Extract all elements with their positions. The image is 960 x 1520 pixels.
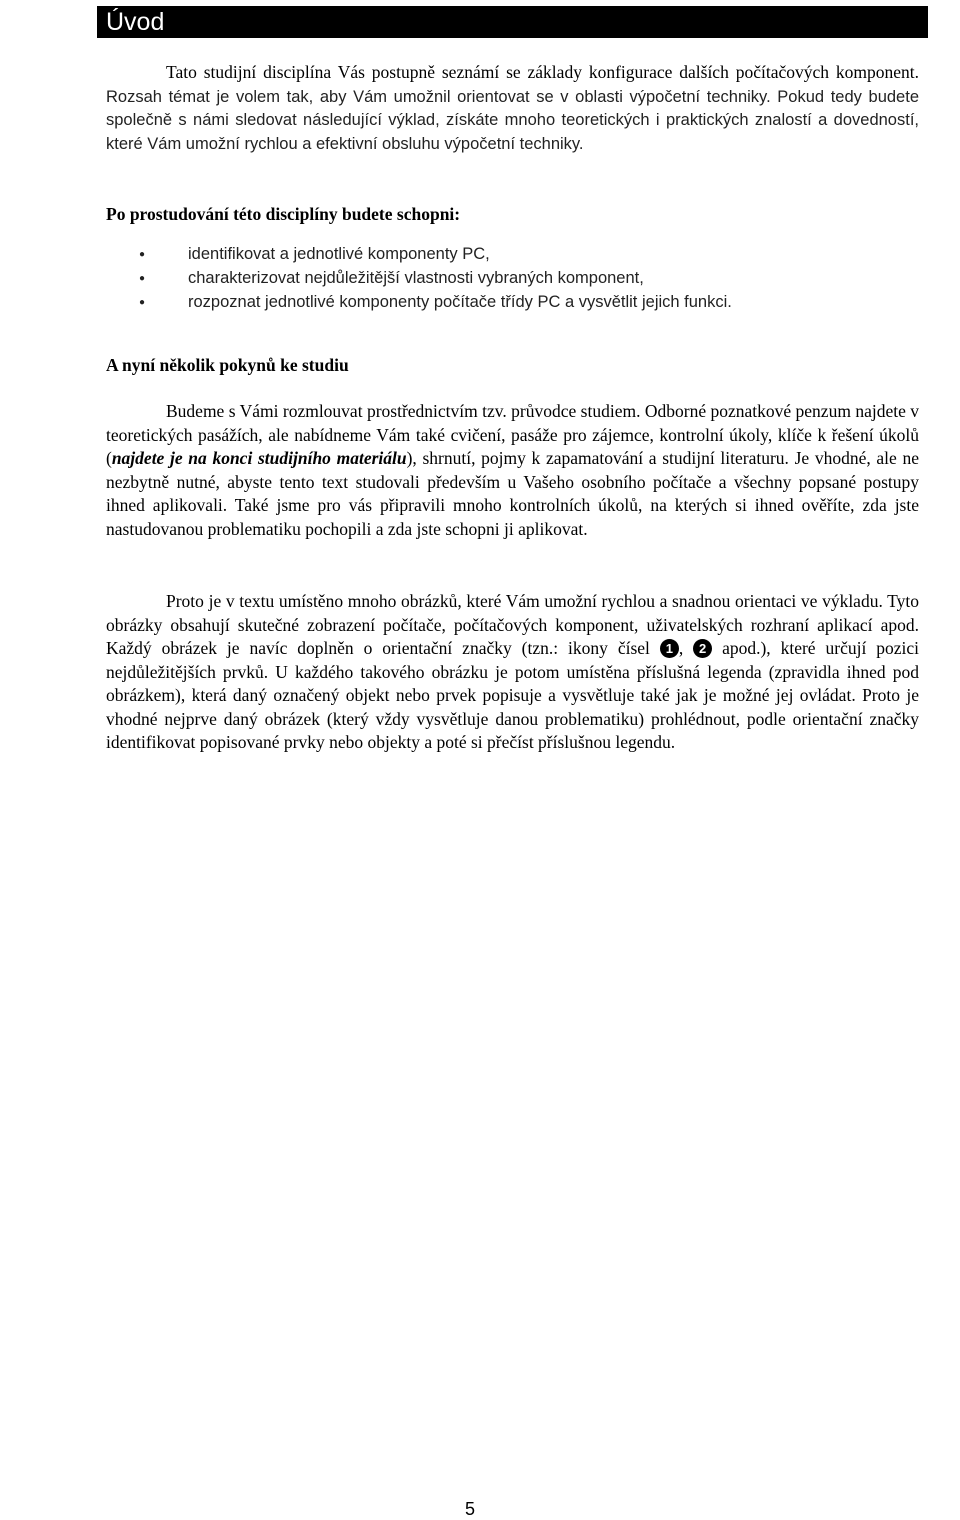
goal-item — [106, 266, 919, 290]
intro-lead: Tato studijní disciplína Vás postupně seznámí se základy konfigurace dalších počítačových komponent. — [166, 62, 919, 82]
number-two-icon: 2 — [693, 639, 712, 658]
goal-text: identifikovat a jednotlivé komponenty PC, — [188, 245, 490, 263]
page-title-bar — [97, 6, 928, 38]
pictures-text-1: Proto je v textu umístěno mnoho obrázků, které Vám umožní rychlou a snadnou orientaci ve výkladu. Tyto obrázky obsahují skutečné zobrazení počítače, počítačových komponent, uživatelských rozhraní aplikací apod. Každý obrázek je navíc doplněn o orientační značky (tzn.: ikony čísel — [106, 591, 919, 658]
intro-paragraph — [106, 61, 919, 156]
guide-paragraph — [106, 400, 919, 541]
guide-text-emphasis: najdete je na konci studijního materiálu — [111, 448, 407, 468]
bullet-icon: ● — [139, 297, 146, 308]
guide-heading: A nyní několik pokynů ke studiu — [106, 355, 349, 375]
guide-text-after: ), shrnutí, pojmy k zapamatování a studijní literaturu. Je vhodné, ale ne nezbytně nutné, abyste tento text studovali především u Vašeho osobního počítače a všechny popsané postupy ihned aplikovali. Také jsme pro vás připravili mnoho kontrolních úkolů, na kterých si ihned ověříte, zda jste nastudovanou problematiku pochopili a zda jste schopni ji aplikovat. — [106, 448, 919, 539]
goals-list — [106, 242, 919, 314]
goal-text: charakterizovat nejdůležitější vlastnosti vybraných komponent, — [188, 269, 644, 287]
bullet-icon: ● — [139, 273, 146, 284]
goal-item — [106, 242, 919, 266]
page-number: 5 — [464, 1499, 475, 1519]
goal-item — [106, 290, 919, 314]
guide-text-before: Budeme s Vámi rozmlouvat prostřednictvím tzv. průvodce studiem. Odborné poznatkové penzum najdete v teoretických pasážích, ale nabídneme Vám také cvičení, pasáže pro zájemce, kontrolní úkoly, klíče k řešení úkolů ( — [106, 401, 919, 468]
intro-rest: Rozsah témat je volem tak, aby Vám umožnil orientovat se v oblasti výpočetní techniky. Pokud tedy budete společně s námi sledovat následující výklad, získáte mnoho teoretických i praktických znalostí a dovedností, které Vám umožní rychlou a efektivní obsluhu výpočetní techniky. — [106, 87, 919, 153]
bullet-icon: ● — [139, 249, 146, 260]
pictures-text-2: apod.), které určují pozici nejdůležitějších prvků. U každého takového obrázku je potom umístěna příslušná legenda (zpravidla ihned pod obrázkem), která daný označený objekt nebo prvek popisuje a vysvětluje také jak je možné jej ovládat. Proto je vhodné nejprve daný obrázek (který vždy vysvětluje danou problematiku) prohlédnout, podle orientační značky identifikovat popisované prvky nebo objekty a poté si přečíst příslušnou legendu. — [106, 638, 920, 752]
pictures-separator: , — [678, 638, 694, 658]
goals-heading: Po prostudování této disciplíny budete schopni: — [106, 204, 461, 224]
page-title: Úvod — [106, 8, 165, 36]
pictures-paragraph — [106, 590, 919, 755]
goal-text: rozpoznat jednotlivé komponenty počítače třídy PC a vysvětlit jejich funkci. — [188, 293, 732, 311]
number-one-icon: 1 — [660, 639, 679, 658]
